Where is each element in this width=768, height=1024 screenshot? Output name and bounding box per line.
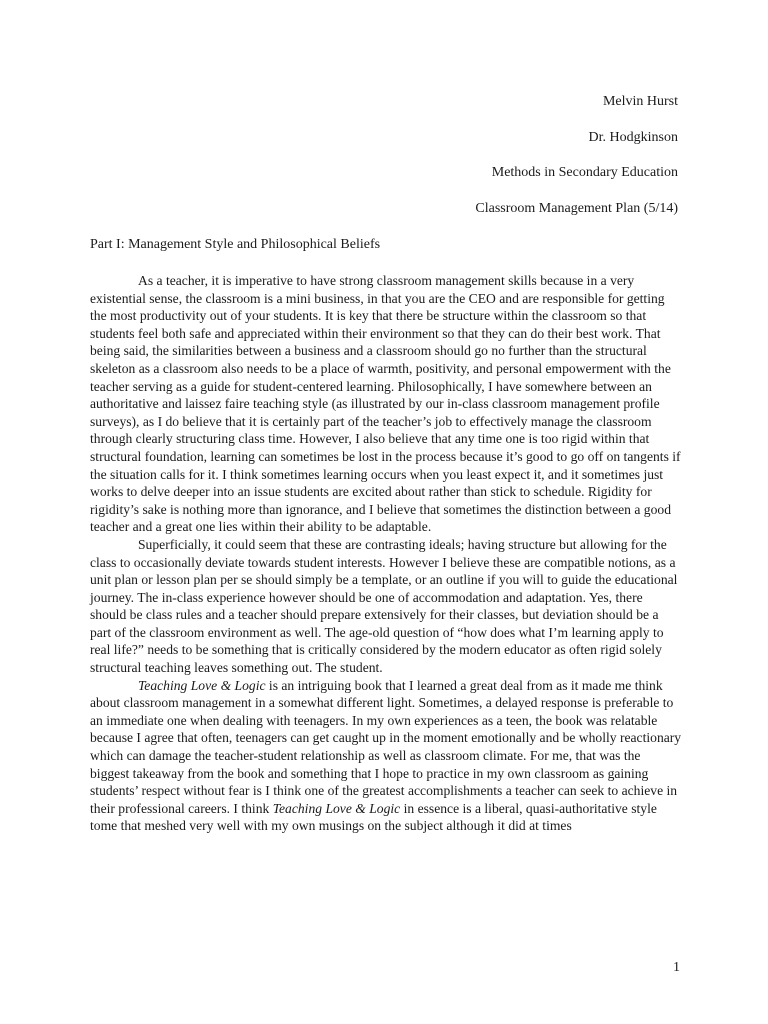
section-heading: Part I: Management Style and Philosophical Beliefs (90, 237, 381, 252)
book-title: Teaching Love & Logic (138, 677, 266, 693)
course-name: Methods in Secondary Education (491, 165, 678, 180)
instructor-name: Dr. Hodgkinson (588, 129, 678, 145)
paragraph-3-text-b: in essence is a liberal, quasi-authoritative style tome that meshed very well with my own musings on the subject although it did at times (90, 800, 657, 834)
paragraph-3 (90, 677, 682, 835)
book-title-second: Teaching Love & Logic (272, 800, 401, 816)
page-number: 1 (673, 960, 680, 975)
paragraph-1: As a teacher, it is imperative to have strong classroom management skills because in a very existential sense, the classroom is a mini business, in that you are the CEO and are responsible for getting the most productivity out of your students. It is key that there be structure within the classroom so that students feel both safe and appreciated within their environment so that they can do their best work. That being said, the similarities between a business and a classroom should go no further than the structural skeleton as a classroom also needs to be a place of warmth, positivity, and personal empowerment with the teacher serving as a guide for student-centered learning. Philosophically, I have somewhere between an authoritative and laissez faire teaching style (as illustrated by our in-class classroom management profile surveys), as I do believe that it is certainly part of the teacher’s job to effectively manage the classroom through clearly structuring class time. However, I also believe that any time one is too rigid within that structural foundation, learning can sometimes be lost in the process because it’s good to go off on tangents if the situation calls for it. I think sometimes learning occurs when you least expect it, and it sometimes just works to delve deeper into an issue students are excited about rather than stick to schedule. Rigidity for rigidity’s sake is nothing more than ignorance, and I believe that sometimes the distinction between a good teacher and a great one lies within their ability to be adaptable. (90, 273, 681, 535)
assignment-title: Classroom Management Plan (5/14) (475, 200, 678, 216)
body-text (90, 272, 682, 835)
author-name: Melvin Hurst (602, 94, 678, 109)
document-header (475, 92, 678, 234)
paragraph-2: Superficially, it could seem that these are contrasting ideals; having structure but allowing for the class to occasionally deviate towards student interests. However I believe these are compatible notions, as a unit plan or lesson plan per se should simply be a template, or an outline if you will to guide the educational journey. The in-class experience however should be one of accommodation and adaptation. Yes, there should be class rules and a teacher should prepare extensively for their classes, but deviation should be a part of the classroom environment as well. The age-old question of “how does what I’m learning apply to real life?” needs to be something that is critically considered by the modern educator as often rigid solely structural teaching leaves something out. The student. (90, 536, 678, 676)
paragraph-3-text-a: is an intriguing book that I learned a great deal from as it made me think about classroom management in a somewhat different light. Sometimes, a delayed response is preferable to an immediate one when dealing with teenagers. In my own experiences as a teen, the book was relatable because I agree that often, teenagers can get caught up in the moment emotionally and be wholly reactionary which can damage the teacher-student relationship as well as classroom climate. For me, that was the biggest takeaway from the book and something that I hope to practice in my own classroom as gaining students’ respect without fear is I think one of the greatest accomplishments a teacher can seek to achieve in their professional careers. I think (90, 677, 682, 816)
